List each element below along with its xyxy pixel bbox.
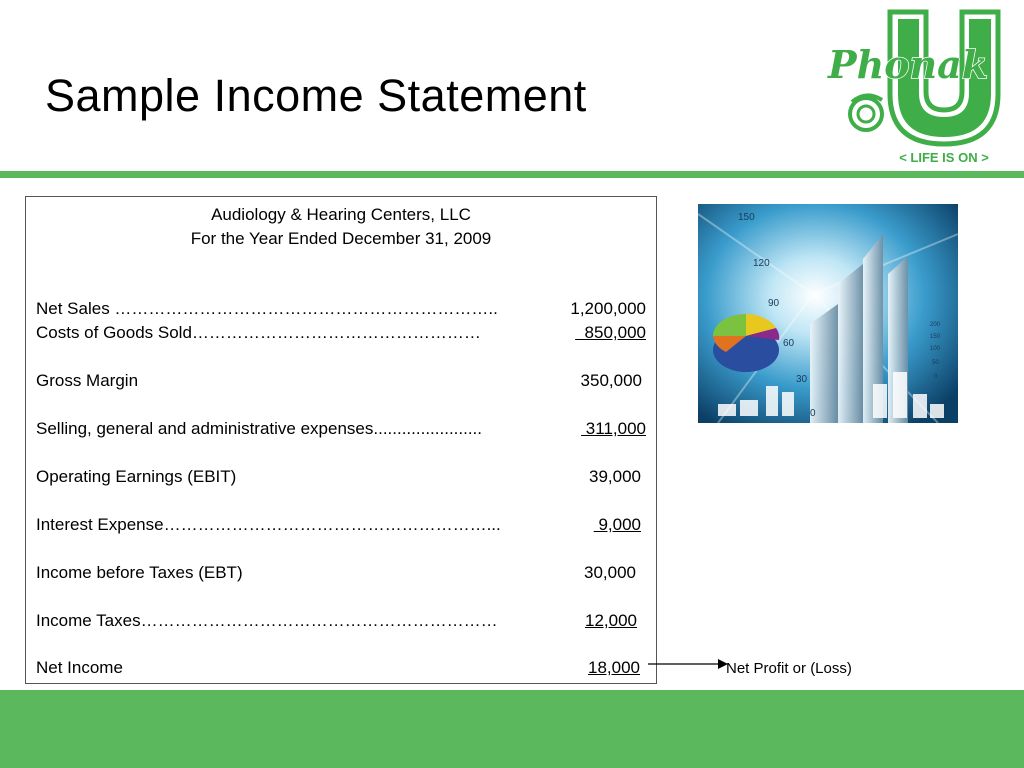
row-income-taxes	[36, 611, 637, 633]
row-label: Operating Earnings (EBIT)	[36, 467, 237, 486]
svg-text:0: 0	[810, 408, 816, 419]
net-profit-annotation: Net Profit or (Loss)	[726, 660, 852, 677]
phonak-u-logo	[826, 6, 1006, 168]
row-label: Costs of Goods Sold……………………………………………	[36, 323, 481, 342]
row-value: 9,000	[593, 515, 641, 534]
row-label: Net Income	[36, 658, 123, 677]
row-value: 39,000	[589, 467, 641, 486]
row-sga	[36, 419, 646, 441]
company-name: Audiology & Hearing Centers, LLC	[211, 205, 471, 224]
row-value: 30,000	[584, 563, 636, 582]
svg-text:100: 100	[930, 346, 941, 352]
svg-text:60: 60	[783, 338, 795, 349]
pie-icon	[713, 314, 779, 372]
mascot-icon	[850, 95, 882, 130]
row-label: Interest Expense…………………………………………………...	[36, 515, 501, 534]
row-net-income	[36, 658, 640, 680]
svg-text:150: 150	[930, 334, 941, 340]
row-label: Income Taxes………………………………………………………	[36, 611, 498, 630]
row-interest-expense	[36, 515, 641, 537]
row-label: Selling, general and administrative expenses.......................	[36, 419, 483, 438]
row-ebt	[36, 563, 636, 585]
row-value: 350,000	[580, 371, 642, 390]
row-value: 1,200,000	[570, 299, 646, 318]
logo-tagline: < LIFE IS ON >	[899, 150, 989, 165]
row-value: 18,000	[588, 658, 640, 677]
svg-text:150: 150	[738, 212, 755, 223]
row-ebit	[36, 467, 641, 489]
svg-text:120: 120	[753, 258, 770, 269]
svg-text:0: 0	[934, 374, 938, 380]
row-label: Net Sales …………………………………………………………..	[36, 299, 498, 318]
row-value: 311,000	[581, 419, 646, 438]
row-value: 12,000	[585, 611, 637, 630]
statement-period: For the Year Ended December 31, 2009	[190, 229, 492, 248]
row-value: 850,000	[575, 323, 646, 342]
svg-text:90: 90	[768, 298, 780, 309]
footer-band	[0, 690, 1024, 768]
svg-text:50: 50	[932, 360, 939, 366]
slide-title: Sample Income Statement	[45, 70, 587, 121]
svg-text:Phonak: Phonak	[828, 42, 989, 87]
row-net-sales	[36, 299, 646, 321]
header-divider	[0, 171, 1024, 178]
phonak-script	[827, 42, 988, 87]
arrow-icon	[648, 657, 730, 671]
row-gross-margin	[36, 371, 642, 393]
row-label: Income before Taxes (EBT)	[36, 563, 243, 582]
income-statement-box	[25, 196, 657, 684]
row-cogs	[36, 323, 646, 345]
svg-text:30: 30	[796, 374, 808, 385]
decorative-chart-image	[698, 204, 958, 423]
row-label: Gross Margin	[36, 371, 139, 390]
svg-text:200: 200	[930, 322, 941, 328]
